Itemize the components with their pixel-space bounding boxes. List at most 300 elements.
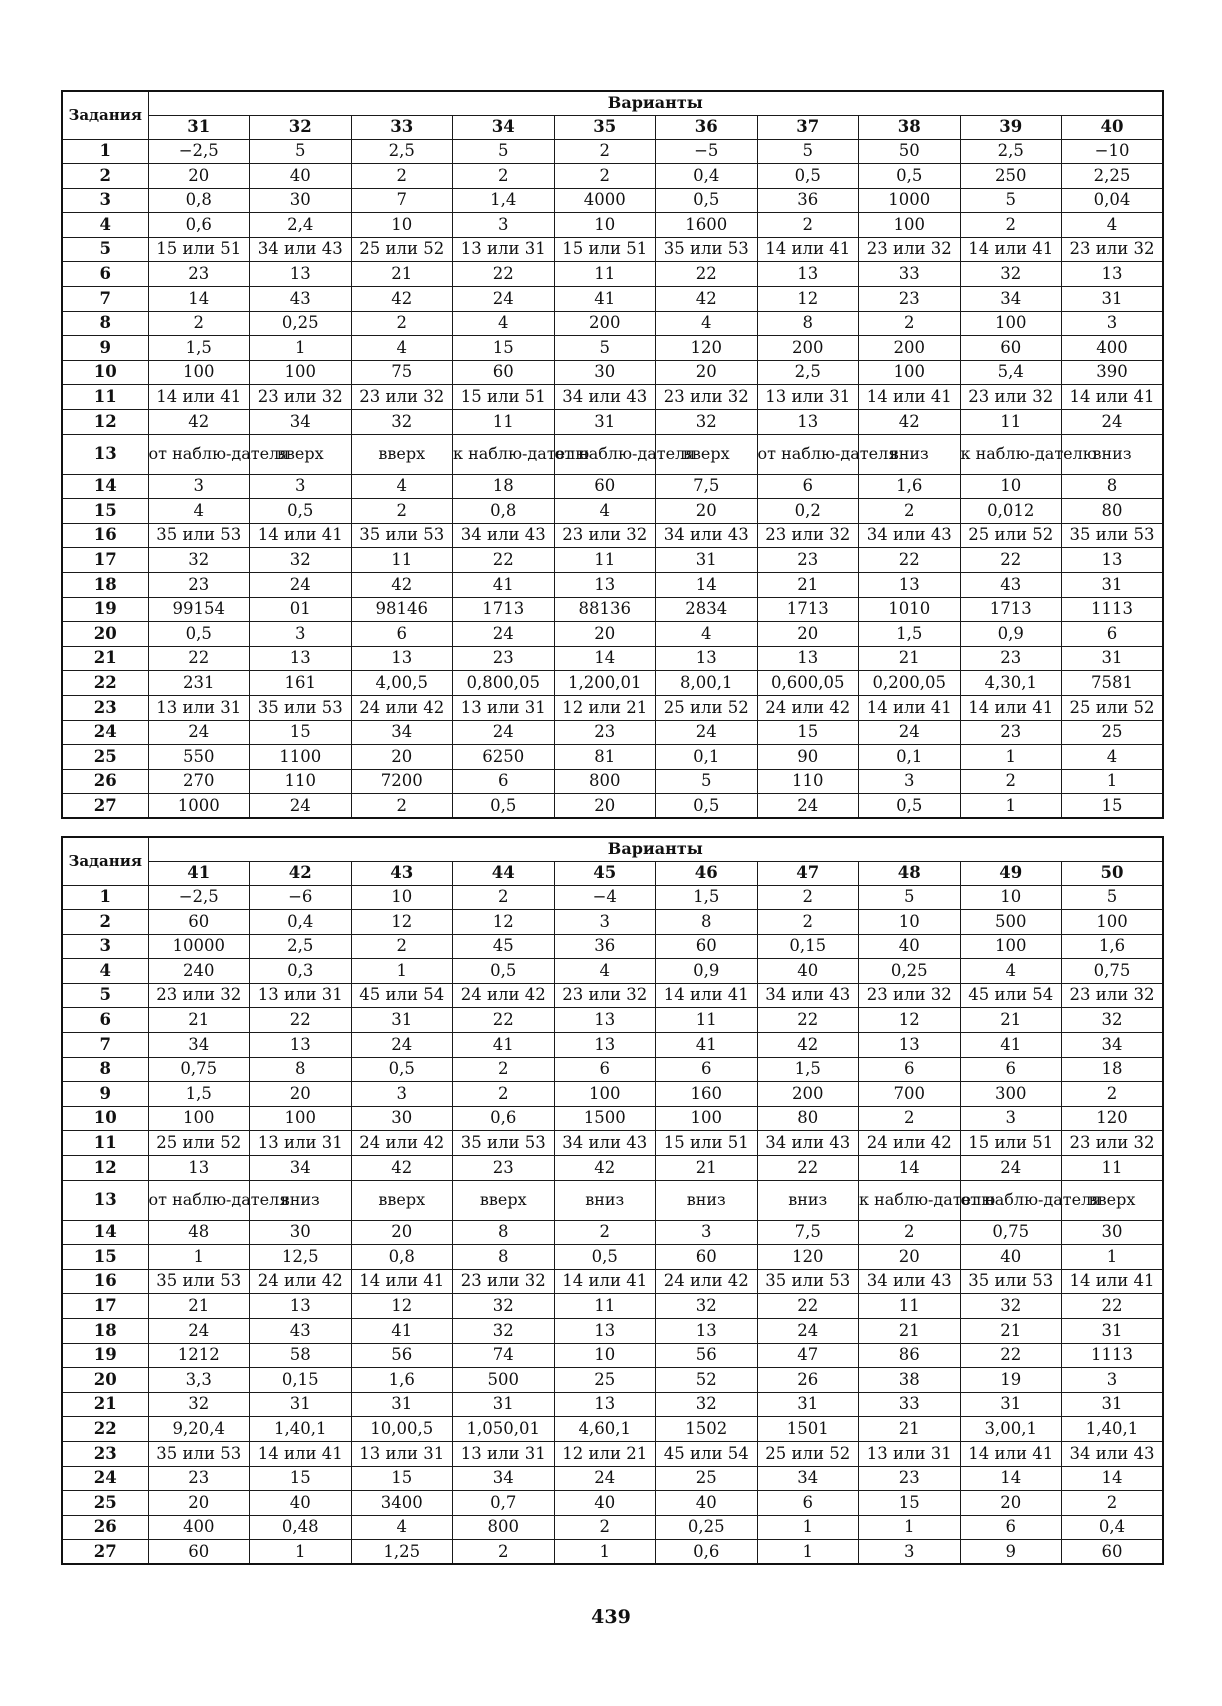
answer-cell: 8 xyxy=(1062,474,1164,499)
answer-cell: 10 xyxy=(351,885,453,910)
answer-cell: 1000 xyxy=(148,794,250,819)
answer-cell: 1,25 xyxy=(351,1540,453,1565)
task-number: 8 xyxy=(62,311,148,336)
answer-cell: 41 xyxy=(453,573,555,598)
answer-cell: 100 xyxy=(250,1106,352,1131)
answer-cell: 20 xyxy=(351,1220,453,1245)
answer-cell: 7,5 xyxy=(757,1220,859,1245)
task-number: 21 xyxy=(62,646,148,671)
answer-cell: 34 или 43 xyxy=(656,523,758,548)
answer-cell: 13 или 31 xyxy=(859,1441,961,1466)
answers-table-variants-31-40 xyxy=(61,90,1164,819)
answer-cell: 1 xyxy=(757,1540,859,1565)
answer-cell: 4 xyxy=(554,499,656,524)
answer-cell: 0,5 xyxy=(859,164,961,189)
answer-cell: 21 xyxy=(960,1319,1062,1344)
answer-cell: 14 или 41 xyxy=(960,695,1062,720)
answer-cell: вниз xyxy=(656,1180,758,1220)
answer-cell: от наблю-дателя xyxy=(148,434,250,474)
answer-cell: 9 xyxy=(960,1540,1062,1565)
variant-number: 42 xyxy=(250,861,352,885)
answer-cell: 41 xyxy=(960,1033,1062,1058)
answer-cell: 40 xyxy=(960,1245,1062,1270)
task-number: 17 xyxy=(62,1294,148,1319)
answer-cell: 60 xyxy=(148,910,250,935)
answer-cell: 2 xyxy=(1062,1082,1164,1107)
answer-cell: 2 xyxy=(351,499,453,524)
answer-cell: 7200 xyxy=(351,769,453,794)
variant-number: 50 xyxy=(1062,861,1164,885)
task-number: 26 xyxy=(62,1515,148,1540)
answer-cell: 5 xyxy=(960,188,1062,213)
answer-cell: 23 или 32 xyxy=(656,385,758,410)
answer-cell: 13 xyxy=(757,262,859,287)
answer-cell: 13 или 31 xyxy=(757,385,859,410)
answer-cell: 24 xyxy=(1062,410,1164,435)
answer-cell: 2 xyxy=(453,885,555,910)
answer-cell: 24 или 42 xyxy=(351,1131,453,1156)
answer-cell: 22 xyxy=(757,1156,859,1181)
answer-cell: 80 xyxy=(1062,499,1164,524)
task-number: 24 xyxy=(62,720,148,745)
table-row xyxy=(62,622,1163,647)
answer-cell: 24 или 42 xyxy=(757,695,859,720)
table-row xyxy=(62,1269,1163,1294)
task-number: 27 xyxy=(62,1540,148,1565)
answer-cell: 550 xyxy=(148,745,250,770)
answer-cell: 4 xyxy=(148,499,250,524)
answer-cell: 20 xyxy=(250,1082,352,1107)
answer-cell: 13 xyxy=(148,1156,250,1181)
answer-cell: 0,5 xyxy=(351,1057,453,1082)
answer-cell: 34 xyxy=(250,410,352,435)
answer-cell: 8 xyxy=(757,311,859,336)
answer-cell: 1,6 xyxy=(859,474,961,499)
answer-cell: 14 xyxy=(554,646,656,671)
table-row xyxy=(62,769,1163,794)
answer-cell: 0,48 xyxy=(250,1515,352,1540)
answer-cell: 56 xyxy=(351,1343,453,1368)
answer-cell: 13 xyxy=(250,1033,352,1058)
table-row xyxy=(62,1343,1163,1368)
table-row xyxy=(62,336,1163,361)
table-row xyxy=(62,188,1163,213)
answer-cell: 11 xyxy=(351,548,453,573)
answer-cell: 1,200,01 xyxy=(554,671,656,696)
answer-cell: к наблю-дателю xyxy=(859,1180,961,1220)
answer-cell: 5 xyxy=(1062,885,1164,910)
answer-cell: 0,4 xyxy=(1062,1515,1164,1540)
answer-cell: 35 или 53 xyxy=(656,237,758,262)
answer-cell: 45 или 54 xyxy=(351,983,453,1008)
answer-cell: 24 xyxy=(757,1319,859,1344)
answer-cell: 23 или 32 xyxy=(1062,983,1164,1008)
answer-cell: 2 xyxy=(757,910,859,935)
answer-cell: 23 или 32 xyxy=(960,385,1062,410)
answer-cell: 120 xyxy=(656,336,758,361)
answer-cell: −2,5 xyxy=(148,885,250,910)
answer-cell: 1,050,01 xyxy=(453,1417,555,1442)
answer-cell: 1,6 xyxy=(1062,934,1164,959)
task-number: 26 xyxy=(62,769,148,794)
answer-cell: 0,5 xyxy=(757,164,859,189)
answer-cell: 31 xyxy=(453,1392,555,1417)
answer-cell: 100 xyxy=(859,213,961,238)
variant-number: 31 xyxy=(148,115,250,139)
answer-cell: 0,25 xyxy=(859,959,961,984)
table-row xyxy=(62,385,1163,410)
answer-cell: 22 xyxy=(1062,1294,1164,1319)
answer-cell: 1 xyxy=(148,1245,250,1270)
task-number: 12 xyxy=(62,1156,148,1181)
answer-cell: 500 xyxy=(453,1368,555,1393)
answer-cell: 4,00,5 xyxy=(351,671,453,696)
answer-cell: 20 xyxy=(859,1245,961,1270)
answer-cell: 22 xyxy=(453,1008,555,1033)
answer-cell: 160 xyxy=(656,1082,758,1107)
answer-cell: 31 xyxy=(960,1392,1062,1417)
answer-cell: 41 xyxy=(351,1319,453,1344)
answer-cell: 18 xyxy=(1062,1057,1164,1082)
answer-cell: 35 или 53 xyxy=(757,1269,859,1294)
answer-cell: 100 xyxy=(148,360,250,385)
answer-cell: 2 xyxy=(960,769,1062,794)
answer-cell: 11 xyxy=(656,1008,758,1033)
answer-cell: 20 xyxy=(656,360,758,385)
answer-cell: 23 xyxy=(859,1466,961,1491)
answer-cell: 31 xyxy=(351,1008,453,1033)
answer-cell: 32 xyxy=(453,1294,555,1319)
answer-cell: 15 xyxy=(250,1466,352,1491)
variants-header: Варианты xyxy=(148,91,1163,115)
answer-cell: 47 xyxy=(757,1343,859,1368)
task-number: 18 xyxy=(62,1319,148,1344)
answer-cell: 250 xyxy=(960,164,1062,189)
answer-cell: 2,5 xyxy=(351,139,453,164)
answer-cell: 80 xyxy=(757,1106,859,1131)
answer-cell: 1113 xyxy=(1062,597,1164,622)
answer-cell: от наблю-дателя xyxy=(757,434,859,474)
answer-cell: 1100 xyxy=(250,745,352,770)
table-row xyxy=(62,499,1163,524)
answer-cell: 32 xyxy=(960,1294,1062,1319)
answer-cell: 390 xyxy=(1062,360,1164,385)
answer-cell: 13 xyxy=(1062,548,1164,573)
answer-cell: 1,5 xyxy=(656,885,758,910)
answer-cell: 40 xyxy=(250,164,352,189)
answer-cell: 60 xyxy=(656,934,758,959)
table-row xyxy=(62,213,1163,238)
table-row xyxy=(62,311,1163,336)
answer-cell: 13 или 31 xyxy=(453,237,555,262)
answer-cell: 34 или 43 xyxy=(859,1269,961,1294)
answer-cell: 42 xyxy=(656,287,758,312)
answer-cell: 23 xyxy=(554,720,656,745)
task-number: 13 xyxy=(62,1180,148,1220)
answer-cell: 45 или 54 xyxy=(656,1441,758,1466)
answer-cell: вниз xyxy=(757,1180,859,1220)
answer-cell: 25 или 52 xyxy=(148,1131,250,1156)
answer-cell: 110 xyxy=(250,769,352,794)
answer-cell: 23 или 32 xyxy=(250,385,352,410)
task-number: 5 xyxy=(62,983,148,1008)
answer-cell: 0,4 xyxy=(250,910,352,935)
answer-cell: 25 xyxy=(1062,720,1164,745)
task-number: 2 xyxy=(62,910,148,935)
answer-cell: 34 xyxy=(757,1466,859,1491)
answer-cell: вверх xyxy=(453,1180,555,1220)
answer-cell: 2 xyxy=(1062,1491,1164,1516)
answer-cell: 21 xyxy=(656,1156,758,1181)
answer-cell: 2 xyxy=(148,311,250,336)
answer-cell: 20 xyxy=(351,745,453,770)
answer-cell: 2 xyxy=(351,934,453,959)
answer-cell: 22 xyxy=(960,1343,1062,1368)
answer-cell: 8 xyxy=(250,1057,352,1082)
tasks-header: Задания xyxy=(62,91,148,139)
task-number: 10 xyxy=(62,1106,148,1131)
answer-cell: 3 xyxy=(859,769,961,794)
answer-cell: 1212 xyxy=(148,1343,250,1368)
task-number: 4 xyxy=(62,213,148,238)
answer-cell: 2 xyxy=(554,1515,656,1540)
answer-cell: 3 xyxy=(453,213,555,238)
answer-cell: 0,3 xyxy=(250,959,352,984)
task-number: 4 xyxy=(62,959,148,984)
answer-cell: 23 или 32 xyxy=(554,523,656,548)
variant-number: 33 xyxy=(351,115,453,139)
task-number: 3 xyxy=(62,934,148,959)
answer-cell: 13 или 31 xyxy=(148,695,250,720)
answer-cell: 0,04 xyxy=(1062,188,1164,213)
answer-cell: 81 xyxy=(554,745,656,770)
answer-cell: 1,5 xyxy=(757,1057,859,1082)
answer-cell: 15 xyxy=(859,1491,961,1516)
answer-cell: 1 xyxy=(859,1515,961,1540)
answer-cell: 0,5 xyxy=(250,499,352,524)
answer-cell: вверх xyxy=(351,1180,453,1220)
answer-cell: 1713 xyxy=(960,597,1062,622)
task-number: 22 xyxy=(62,671,148,696)
table-row xyxy=(62,1319,1163,1344)
table-row xyxy=(62,548,1163,573)
answer-cell: 60 xyxy=(1062,1540,1164,1565)
answer-cell: 24 xyxy=(250,794,352,819)
table-row xyxy=(62,360,1163,385)
answer-cell: 25 xyxy=(656,1466,758,1491)
table-row xyxy=(62,1417,1163,1442)
answer-cell: 700 xyxy=(859,1082,961,1107)
answer-cell: 19 xyxy=(960,1368,1062,1393)
answer-cell: 21 xyxy=(960,1008,1062,1033)
variant-number: 38 xyxy=(859,115,961,139)
answer-cell: 15 xyxy=(1062,794,1164,819)
answer-cell: 11 xyxy=(554,548,656,573)
table-row xyxy=(62,1082,1163,1107)
answer-cell: 100 xyxy=(1062,910,1164,935)
answer-cell: 33 xyxy=(859,262,961,287)
answer-cell: 41 xyxy=(554,287,656,312)
answer-cell: 1 xyxy=(250,1540,352,1565)
answer-cell: 200 xyxy=(554,311,656,336)
answer-cell: 4,60,1 xyxy=(554,1417,656,1442)
answer-cell: 0,2 xyxy=(757,499,859,524)
answer-cell: 0,9 xyxy=(656,959,758,984)
answer-cell: 15 или 51 xyxy=(656,1131,758,1156)
task-number: 27 xyxy=(62,794,148,819)
answer-cell: 2 xyxy=(859,499,961,524)
answer-cell: 0,1 xyxy=(859,745,961,770)
task-number: 5 xyxy=(62,237,148,262)
table-row xyxy=(62,910,1163,935)
answer-cell: 34 или 43 xyxy=(859,523,961,548)
task-number: 18 xyxy=(62,573,148,598)
answer-cell: 1501 xyxy=(757,1417,859,1442)
variant-number: 39 xyxy=(960,115,1062,139)
answer-cell: 15 xyxy=(453,336,555,361)
answer-cell: 31 xyxy=(1062,1319,1164,1344)
answer-cell: 12,5 xyxy=(250,1245,352,1270)
answer-cell: 0,1 xyxy=(656,745,758,770)
table-row xyxy=(62,1245,1163,1270)
table-row xyxy=(62,1180,1163,1220)
answer-cell: 22 xyxy=(148,646,250,671)
answer-cell: 23 xyxy=(757,548,859,573)
task-number: 19 xyxy=(62,597,148,622)
answer-cell: 6250 xyxy=(453,745,555,770)
task-number: 17 xyxy=(62,548,148,573)
answer-cell: 8 xyxy=(453,1245,555,1270)
answer-cell: 0,6 xyxy=(656,1540,758,1565)
answer-cell: 6 xyxy=(859,1057,961,1082)
answer-cell: 6 xyxy=(757,1491,859,1516)
answer-cell: 30 xyxy=(554,360,656,385)
task-number: 3 xyxy=(62,188,148,213)
table-row xyxy=(62,1368,1163,1393)
answer-cell: 5 xyxy=(453,139,555,164)
answer-cell: 200 xyxy=(757,336,859,361)
answer-cell: 120 xyxy=(1062,1106,1164,1131)
answer-cell: 24 xyxy=(859,720,961,745)
answer-cell: от наблю-дателя xyxy=(960,1180,1062,1220)
answer-cell: 300 xyxy=(960,1082,1062,1107)
answer-cell: 88136 xyxy=(554,597,656,622)
answer-cell: 23 xyxy=(453,646,555,671)
answer-cell: 100 xyxy=(859,360,961,385)
task-number: 22 xyxy=(62,1417,148,1442)
answer-cell: 2,5 xyxy=(757,360,859,385)
answer-cell: 1502 xyxy=(656,1417,758,1442)
answer-cell: вниз xyxy=(859,434,961,474)
answer-cell: 120 xyxy=(757,1245,859,1270)
answer-cell: 0,5 xyxy=(656,794,758,819)
table-row xyxy=(62,1156,1163,1181)
answer-cell: 0,5 xyxy=(453,794,555,819)
answer-cell: 31 xyxy=(656,548,758,573)
answer-cell: 5 xyxy=(757,139,859,164)
answer-cell: 3 xyxy=(1062,311,1164,336)
answer-cell: 40 xyxy=(554,1491,656,1516)
table-row xyxy=(62,237,1163,262)
answer-cell: вверх xyxy=(351,434,453,474)
variant-number: 49 xyxy=(960,861,1062,885)
answer-cell: 20 xyxy=(656,499,758,524)
answer-cell: 38 xyxy=(859,1368,961,1393)
answer-cell: 7 xyxy=(351,188,453,213)
answer-cell: 14 или 41 xyxy=(1062,385,1164,410)
answer-cell: 35 или 53 xyxy=(1062,523,1164,548)
answer-cell: 32 xyxy=(1062,1008,1164,1033)
answer-cell: 34 xyxy=(250,1156,352,1181)
answer-cell: 35 или 53 xyxy=(148,1441,250,1466)
answer-cell: 22 xyxy=(453,262,555,287)
answer-cell: 1600 xyxy=(656,213,758,238)
task-number: 16 xyxy=(62,523,148,548)
task-number: 1 xyxy=(62,139,148,164)
answer-cell: 0,75 xyxy=(1062,959,1164,984)
answer-cell: 41 xyxy=(453,1033,555,1058)
answer-cell: 2834 xyxy=(656,597,758,622)
answer-cell: 21 xyxy=(148,1008,250,1033)
answer-cell: вниз xyxy=(250,1180,352,1220)
answer-cell: 13 xyxy=(554,1319,656,1344)
answer-cell: 26 xyxy=(757,1368,859,1393)
variant-number: 47 xyxy=(757,861,859,885)
answer-cell: 35 или 53 xyxy=(960,1269,1062,1294)
answer-cell: 45 или 54 xyxy=(960,983,1062,1008)
answer-cell: 24 xyxy=(453,287,555,312)
answer-cell: 13 или 31 xyxy=(453,1441,555,1466)
task-number: 25 xyxy=(62,1491,148,1516)
answer-cell: 161 xyxy=(250,671,352,696)
answer-cell: 21 xyxy=(859,646,961,671)
answer-cell: 42 xyxy=(757,1033,859,1058)
answer-cell: 6 xyxy=(554,1057,656,1082)
answer-cell: 74 xyxy=(453,1343,555,1368)
answer-cell: 5 xyxy=(554,336,656,361)
answer-cell: 13 xyxy=(656,646,758,671)
answer-cell: 42 xyxy=(554,1156,656,1181)
answer-cell: 13 xyxy=(351,646,453,671)
answer-cell: 11 xyxy=(960,410,1062,435)
answer-cell: 100 xyxy=(960,311,1062,336)
task-number: 23 xyxy=(62,695,148,720)
answer-cell: 15 или 51 xyxy=(960,1131,1062,1156)
answer-cell: 42 xyxy=(351,1156,453,1181)
answer-cell: 20 xyxy=(960,1491,1062,1516)
answer-cell: 43 xyxy=(250,287,352,312)
answer-cell: 3,3 xyxy=(148,1368,250,1393)
answer-cell: 6 xyxy=(453,769,555,794)
answer-cell: 32 xyxy=(656,1392,758,1417)
answer-cell: 0,5 xyxy=(859,794,961,819)
answer-cell: 25 или 52 xyxy=(960,523,1062,548)
table-row xyxy=(62,934,1163,959)
table-row xyxy=(62,1057,1163,1082)
answer-cell: 22 xyxy=(960,548,1062,573)
table-row xyxy=(62,695,1163,720)
answer-cell: 3 xyxy=(960,1106,1062,1131)
answer-cell: 25 или 52 xyxy=(656,695,758,720)
table-row xyxy=(62,139,1163,164)
answer-cell: −2,5 xyxy=(148,139,250,164)
answer-cell: −5 xyxy=(656,139,758,164)
task-number: 2 xyxy=(62,164,148,189)
answer-cell: 4 xyxy=(1062,745,1164,770)
answer-cell: 20 xyxy=(148,1491,250,1516)
answer-cell: 2 xyxy=(859,1106,961,1131)
answer-cell: 24 xyxy=(554,1466,656,1491)
